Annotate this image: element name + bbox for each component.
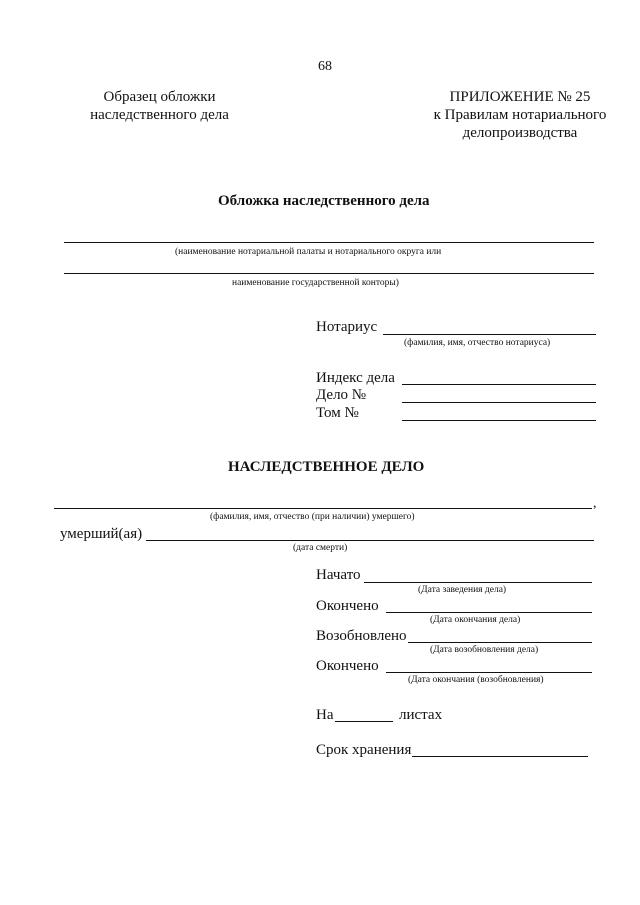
ended-line (386, 612, 592, 613)
case-number-line (402, 402, 596, 403)
started-caption: (Дата заведения дела) (418, 585, 507, 595)
resumed-line (408, 642, 592, 643)
right-header-line2: к Правилам нотариального (433, 107, 607, 123)
deceased-name-line (54, 508, 592, 509)
resumed-label: Возобновлено (316, 628, 407, 644)
ended-label: Окончено (316, 598, 379, 614)
ended2-label: Окончено (316, 658, 379, 674)
sheets-count-line (335, 721, 393, 722)
left-header (72, 88, 247, 124)
ended2-line (386, 672, 592, 673)
chamber-line-1 (64, 242, 594, 243)
sheets-suffix: листах (399, 707, 443, 723)
case-number-label: Дело № (316, 387, 367, 403)
resumed-caption: (Дата возобновления дела) (430, 645, 539, 655)
left-header-line1: Образец обложки (103, 89, 216, 105)
right-header (420, 88, 620, 142)
page-number: 68 (318, 59, 332, 74)
notary-caption: (фамилия, имя, отчество нотариуса) (404, 338, 551, 348)
death-date-caption: (дата смерти) (293, 543, 348, 553)
cover-title: Обложка наследственного дела (218, 193, 430, 209)
right-header-line3: делопроизводства (462, 125, 578, 141)
deceased-label: умерший(ая) (60, 526, 143, 542)
notary-line (383, 334, 596, 335)
deceased-name-comma: , (593, 496, 597, 511)
chamber-line-2 (64, 273, 594, 274)
right-header-line1: ПРИЛОЖЕНИЕ № 25 (449, 89, 591, 105)
case-index-line (402, 384, 596, 385)
storage-label: Срок хранения (316, 742, 412, 758)
ended2-caption: (Дата окончания (возобновления) (408, 675, 544, 685)
volume-number-line (402, 420, 596, 421)
started-label: Начато (316, 567, 361, 583)
notary-label: Нотариус (316, 319, 378, 335)
started-line (364, 582, 592, 583)
death-date-line (146, 540, 594, 541)
case-index-label: Индекс дела (316, 370, 395, 386)
main-title: НАСЛЕДСТВЕННОЕ ДЕЛО (228, 459, 425, 475)
storage-line (412, 756, 588, 757)
sheets-prefix: На (316, 707, 334, 723)
volume-number-label: Том № (316, 405, 359, 421)
ended-caption: (Дата окончания дела) (430, 615, 521, 625)
left-header-line2: наследственного дела (90, 107, 229, 123)
deceased-name-caption: (фамилия, имя, отчество (при наличии) умершего) (210, 512, 415, 522)
chamber-caption-1: (наименование нотариальной палаты и нотариального округа или (175, 247, 442, 257)
chamber-caption-2: наименование государственной конторы) (232, 278, 399, 288)
